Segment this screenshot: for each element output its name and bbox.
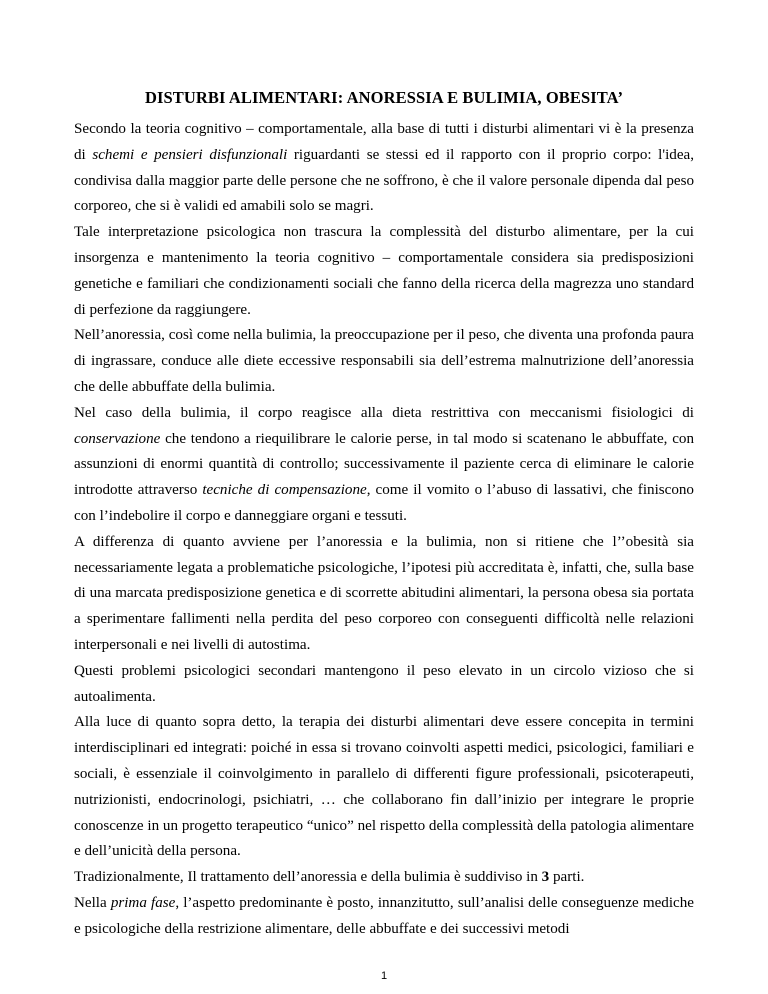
italic-text: tecniche di compensazione xyxy=(202,482,367,499)
text-run: , come il vomito o l’abuso di lassativi, che finiscono con l’indebolire il corpo e danneggiare organi e tessuti. xyxy=(74,482,694,524)
paragraph xyxy=(74,401,694,530)
text-run: riguardanti se stessi ed il rapporto con il proprio corpo: l'idea, condivisa dalla maggior parte delle persone che ne soffrono, è che il valore personale dipenda dal peso corporeo, che si è validi ed amabili solo se magri. xyxy=(74,146,695,215)
paragraph xyxy=(74,220,694,323)
text-run: Questi problemi psicologici secondari mantengono il peso elevato in un circolo vizioso che si autoalimenta. xyxy=(74,662,694,705)
paragraph xyxy=(74,530,694,659)
bold-text: 3 xyxy=(541,869,550,886)
paragraph xyxy=(74,323,694,400)
italic-text: schemi e pensieri disfunzionali xyxy=(92,146,288,163)
text-run: parti. xyxy=(549,869,585,886)
paragraph xyxy=(74,710,694,865)
text-run: Nella xyxy=(74,894,111,911)
paragraph xyxy=(74,659,694,711)
page-number: 1 xyxy=(380,970,388,982)
text-run: Nel caso della bulimia, il corpo reagisce alla dieta restrittiva con meccanismi fisiologici di xyxy=(74,404,694,421)
italic-text: prima fase xyxy=(110,894,176,911)
text-run: , l’aspetto predominante è posto, innanzitutto, sull’analisi delle conseguenze mediche e psicologiche della restrizione alimentare, delle abbuffate e dei successivi metodi xyxy=(74,894,694,937)
document-title: DISTURBI ALIMENTARI: ANORESSIA E BULIMIA, OBESITA’ xyxy=(144,88,624,107)
text-run: Secondo la teoria cognitivo – comportamentale, alla base di tutti i disturbi alimentari vi è la presenza di xyxy=(74,121,694,163)
text-run: Tradizionalmente, Il trattamento dell’anoressia e della bulimia è suddiviso in xyxy=(74,869,542,886)
paragraph xyxy=(74,117,694,220)
paragraph xyxy=(74,891,694,943)
document-body xyxy=(74,117,694,943)
text-run: Tale interpretazione psicologica non trascura la complessità del disturbo alimentare, per la cui insorgenza e mantenimento la teoria cognitivo – comportamentale considera sia predisposizioni genetiche e familiari che condizionamenti sociali che fanno della ricerca della magrezza uno standard di perfezione da raggiungere. xyxy=(74,224,694,318)
text-run: Alla luce di quanto sopra detto, la terapia dei disturbi alimentari deve essere concepita in termini interdisciplinari ed integrati: poiché in essa si trovano coinvolti aspetti medici, psicologici, familiari e sociali, è essenziale il coinvolgimento in parallelo di differenti figure professionali, psicoterapeuti, nutrizionisti, endocrinologi, psichiatri, … che collaborano fin dall’inizio per integrare le proprie conoscenze in un progetto terapeutico “unico” nel rispetto della complessità della patologia alimentare e dell’unicità della persona. xyxy=(74,714,694,860)
text-run: Nell’anoressia, così come nella bulimia, la preoccupazione per il peso, che diventa una profonda paura di ingrassare, conduce alle diete eccessive responsabili sia dell’estrema malnutrizione dell’anoressia che delle abbuffate della bulimia. xyxy=(74,327,694,395)
text-run: A differenza di quanto avviene per l’anoressia e la bulimia, non si ritiene che l’’obesità sia necessariamente legata a problematiche psicologiche, l’ipotesi più accreditata è, infatti, che, sulla base di una marcata predisposizione genetica e di scorrette abitudini alimentari, la persona obesa sia portata a sperimentare fallimenti nella perdita del peso corporeo con conseguenti difficoltà nelle relazioni interpersonali e nei livelli di autostima. xyxy=(74,533,694,653)
text-run: che tendono a riequilibrare le calorie perse, in tal modo si scatenano le abbuffate, con assunzioni di enormi quantità di controllo; successivamente il paziente cerca di eliminare le calorie introdotte attraverso xyxy=(74,430,694,499)
paragraph xyxy=(74,865,694,891)
italic-text: conservazione xyxy=(74,430,161,447)
